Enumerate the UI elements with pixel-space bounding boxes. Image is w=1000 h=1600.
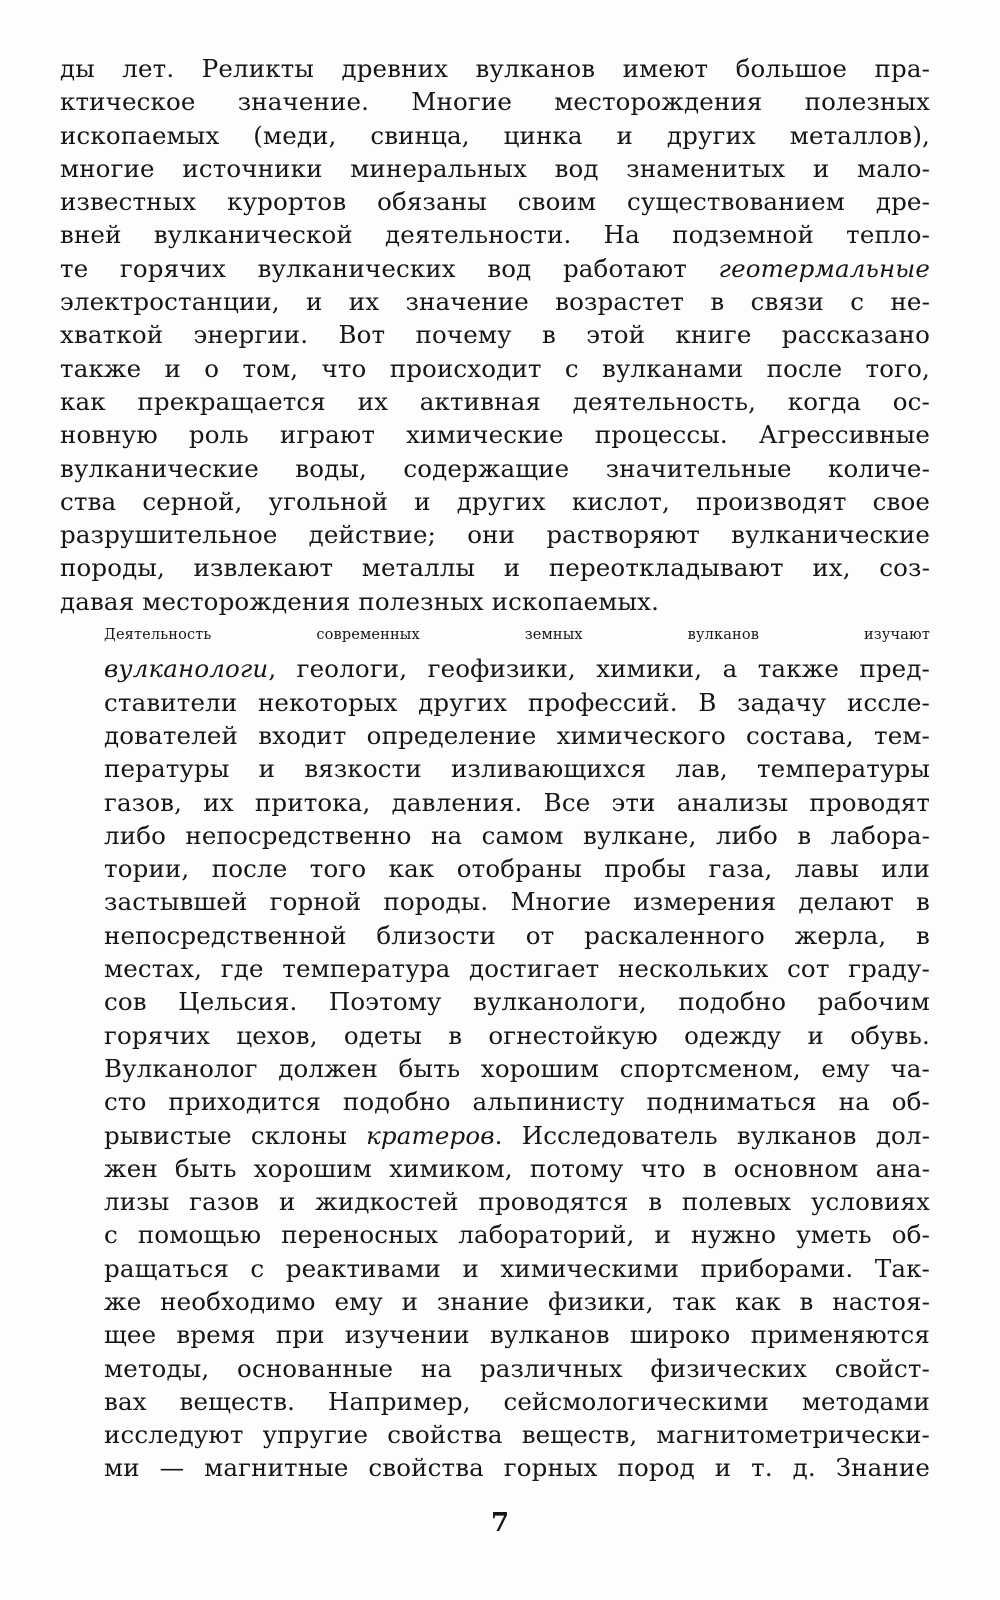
text-line: щее время при изучении вулканов широко применяются: [104, 1320, 930, 1350]
paragraph-1: [60, 52, 930, 618]
text-line: ми — магнитные свойства горных пород и т. д. Знание: [104, 1453, 930, 1483]
body-text: [60, 52, 930, 1485]
text-line: ства серной, угольной и других кислот, производят свое: [60, 486, 930, 516]
text-line: [60, 1119, 930, 1152]
emphasized-term: вулканологи: [104, 654, 269, 684]
text-line: застывшей горной породы. Многие измерения делают в: [104, 887, 930, 917]
text-line: вней вулканической деятельности. На подземной тепло-: [60, 220, 930, 250]
page-number: 7: [490, 1508, 510, 1538]
text-line: ращаться с реактивами и химическими приборами. Так-: [104, 1253, 930, 1283]
text-line: непосредственной близости от раскаленного жерла, в: [104, 920, 930, 950]
text-line: тории, после того как отобраны пробы газа, лавы или: [104, 854, 930, 884]
text-line: разрушительное действие; они растворяют вулканические: [60, 520, 930, 550]
text-line: ставители некоторых других профессий. В задачу иссле-: [104, 687, 930, 717]
text-line: дователей входит определение химического состава, тем-: [104, 720, 930, 750]
text-line: Вулканолог должен быть хорошим спортсменом, ему ча-: [104, 1053, 930, 1083]
text-line: исследуют упругие свойства веществ, магнитометрически-: [104, 1420, 930, 1450]
text-line: также и о том, что происходит с вулканами после того,: [60, 353, 930, 383]
text-run: рывистые склоны: [104, 1120, 367, 1150]
text-line: известных курортов обязаны своим существованием дре-: [60, 187, 930, 217]
text-line: новную роль играют химические процессы. Агрессивные: [60, 420, 930, 450]
text-line: электростанции, и их значение возрастет в связи с не-: [60, 287, 930, 317]
text-line: вах веществ. Например, сейсмологическими методами: [104, 1386, 930, 1416]
text-line: [60, 252, 930, 285]
text-line: лизы газов и жидкостей проводятся в полевых условиях: [104, 1187, 930, 1217]
text-line: породы, извлекают металлы и переоткладывают их, соз-: [60, 553, 930, 583]
text-line: же необходимо ему и знание физики, так как в настоя-: [104, 1286, 930, 1316]
text-line: Деятельность современных земных вулканов изучают: [104, 627, 930, 644]
text-line: как прекращается их активная деятельность, когда ос-: [60, 386, 930, 416]
text-line: газов, их притока, давления. Все эти анализы проводят: [104, 787, 930, 817]
text-line: [60, 652, 930, 685]
text-run: те горячих вулканических вод работают: [60, 253, 719, 283]
text-line: с помощью переносных лабораторий, и нужно уметь об-: [104, 1220, 930, 1250]
paragraph-2: [60, 619, 930, 1485]
text-line: сов Цельсия. Поэтому вулканологи, подобно рабочим: [104, 987, 930, 1017]
text-line: жен быть хорошим химиком, потому что в основном ана-: [104, 1153, 930, 1183]
text-line: горячих цехов, одеты в огнестойкую одежду и обувь.: [104, 1020, 930, 1050]
text-line: сто приходится подобно альпинисту подниматься на об-: [104, 1087, 930, 1117]
text-line: ктическое значение. Многие месторождения полезных: [60, 87, 930, 117]
text-line: многие источники минеральных вод знаменитых и мало-: [60, 153, 930, 183]
text-run: , геологи, геофизики, химики, а также пред-: [268, 654, 930, 684]
text-line: либо непосредственно на самом вулкане, либо в лабора-: [104, 820, 930, 850]
text-line: ды лет. Реликты древних вулканов имеют большое пра-: [60, 54, 930, 83]
emphasized-term: геотермальные: [718, 253, 930, 283]
text-line: вулканические воды, содержащие значительные количе-: [60, 453, 930, 483]
text-run: . Исследователь вулканов дол-: [494, 1120, 931, 1150]
text-line: ископаемых (меди, свинца, цинка и других металлов),: [60, 120, 930, 150]
text-line: пературы и вязкости изливающихся лав, температуры: [104, 754, 930, 784]
text-line: местах, где температура достигает нескольких сот граду-: [104, 954, 930, 984]
text-line: давая месторождения полезных ископаемых.: [60, 586, 660, 616]
text-line: методы, основанные на различных физических свойст-: [104, 1353, 930, 1383]
emphasized-term: кратеров: [366, 1120, 495, 1150]
text-line: хваткой энергии. Вот почему в этой книге рассказано: [60, 320, 930, 350]
